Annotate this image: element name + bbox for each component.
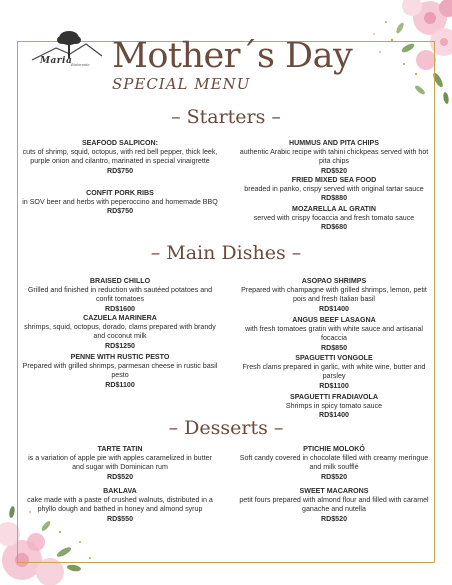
page-title: Mother´s Day bbox=[112, 36, 353, 76]
section-title-starters: – Starters – bbox=[171, 106, 281, 128]
item-name: CAZUELA MARINERA bbox=[83, 314, 157, 322]
menu-item bbox=[236, 316, 432, 353]
item-name: ANGUS BEEF LASAGNA bbox=[292, 316, 376, 324]
menu-item bbox=[22, 277, 218, 314]
menu-item bbox=[22, 445, 218, 482]
item-price: RD$520 bbox=[320, 514, 348, 523]
item-description: Prepared with champagne with grilled shrimps, lemon, petit pois and fresh Italian basil bbox=[241, 286, 427, 304]
item-description: is a variation of apple pie with apples caramelized in butter and sugar with Dominican rum bbox=[28, 454, 212, 472]
item-description: breaded in panko, crispy served with original tartar sauce bbox=[244, 185, 424, 194]
menu-item bbox=[236, 205, 432, 233]
item-description: served with crispy focaccia and fresh tomato sauce bbox=[253, 214, 415, 223]
item-name: SWEET MACARONS bbox=[299, 487, 369, 495]
item-price: RD$750 bbox=[106, 166, 134, 175]
item-name: SPAGUETTI VONGOLE bbox=[295, 354, 373, 362]
item-name: MOZARELLA AL GRATIN bbox=[292, 205, 376, 213]
section-title-desserts: – Desserts – bbox=[168, 417, 284, 439]
item-description: cuts of shrimp, squid, octopus, with red bell pepper, thick leek, purple onion and cilantro, marinated in special vinaigrette bbox=[22, 148, 218, 166]
item-name: PENNE WITH RUSTIC PESTO bbox=[70, 353, 170, 361]
item-price: RD$1250 bbox=[105, 341, 135, 350]
item-name: TARTE TATIN bbox=[97, 445, 143, 453]
menu-item bbox=[22, 487, 218, 524]
menu-item bbox=[22, 189, 218, 217]
menu-item bbox=[22, 139, 218, 176]
item-price: RD$1400 bbox=[319, 411, 349, 420]
item-name: SEAFOOD SALPICON: bbox=[81, 139, 159, 147]
item-name: BAKLAVA bbox=[103, 487, 137, 495]
item-price: RD$680 bbox=[320, 223, 348, 232]
item-description: with fresh tomatoes gratin with white sauce and artisanal focaccia bbox=[245, 325, 423, 343]
item-description: Grilled and finished in reduction with sautéed potatoes and confit tomatoes bbox=[27, 286, 213, 304]
item-name: SPAGUETTI FRADIAVOLA bbox=[289, 393, 378, 401]
logo-name: Maria bbox=[40, 56, 73, 66]
item-name: BRAISED CHILLO bbox=[89, 277, 151, 285]
menu-item bbox=[236, 176, 432, 204]
menu-item bbox=[236, 139, 432, 176]
item-price: RD$520 bbox=[320, 166, 348, 175]
item-name: PTICHIE MOLOKÓ bbox=[303, 445, 365, 453]
item-price: RD$520 bbox=[106, 472, 134, 481]
menu-item bbox=[22, 353, 218, 390]
item-description: shrimps, squid, octopus, dorado, clams prepared with brandy and coconut milk bbox=[24, 323, 216, 341]
item-price: RD$1600 bbox=[105, 304, 135, 313]
item-name: HUMMUS AND PITA CHIPS bbox=[289, 139, 379, 147]
item-name: FRIED MIXED SEA FOOD bbox=[291, 176, 377, 184]
menu-item bbox=[236, 445, 432, 482]
item-price: RD$550 bbox=[106, 514, 134, 523]
item-price: RD$880 bbox=[320, 194, 348, 203]
item-description: petit fours prepared with almond flour and filled with caramel ganache and nutella bbox=[239, 496, 429, 514]
menu-item bbox=[236, 354, 432, 391]
menu-item bbox=[236, 277, 432, 314]
item-description: Shrimps in spicy tomato sauce bbox=[285, 402, 383, 411]
item-description: in SOV beer and herbs with peperoccino and homemade BBQ bbox=[22, 198, 218, 207]
section-title-main-dishes: – Main Dishes – bbox=[150, 242, 302, 264]
item-description: Prepared with grilled shrimps, parmesan cheese in rustic basil pesto bbox=[22, 362, 218, 380]
menu-item bbox=[236, 487, 432, 524]
item-price: RD$750 bbox=[106, 207, 134, 216]
item-description: Fresh clams prepared in garlic, with white wine, butter and parsley bbox=[242, 363, 426, 381]
item-price: RD$1400 bbox=[319, 304, 349, 313]
menu-item bbox=[22, 314, 218, 351]
item-description: Soft candy covered in chocolate filled with creamy meringue and milk soufflé bbox=[239, 454, 429, 472]
page-subtitle: SPECIAL MENU bbox=[112, 75, 251, 93]
logo-subtext: Ristorante bbox=[71, 63, 90, 67]
item-price: RD$850 bbox=[320, 343, 348, 352]
item-price: RD$1100 bbox=[105, 380, 135, 389]
item-name: ASOPAO SHRIMPS bbox=[301, 277, 367, 285]
item-description: cake made with a paste of crushed walnuts, distributed in a phyllo dough and bathed in honey and almond syrup bbox=[27, 496, 213, 514]
item-price: RD$1100 bbox=[319, 381, 349, 390]
item-description: authentic Arabic recipe with tahini chickpeas served with hot pita chips bbox=[239, 148, 429, 166]
item-price: RD$520 bbox=[320, 472, 348, 481]
item-name: CONFIT PORK RIBS bbox=[86, 189, 154, 197]
